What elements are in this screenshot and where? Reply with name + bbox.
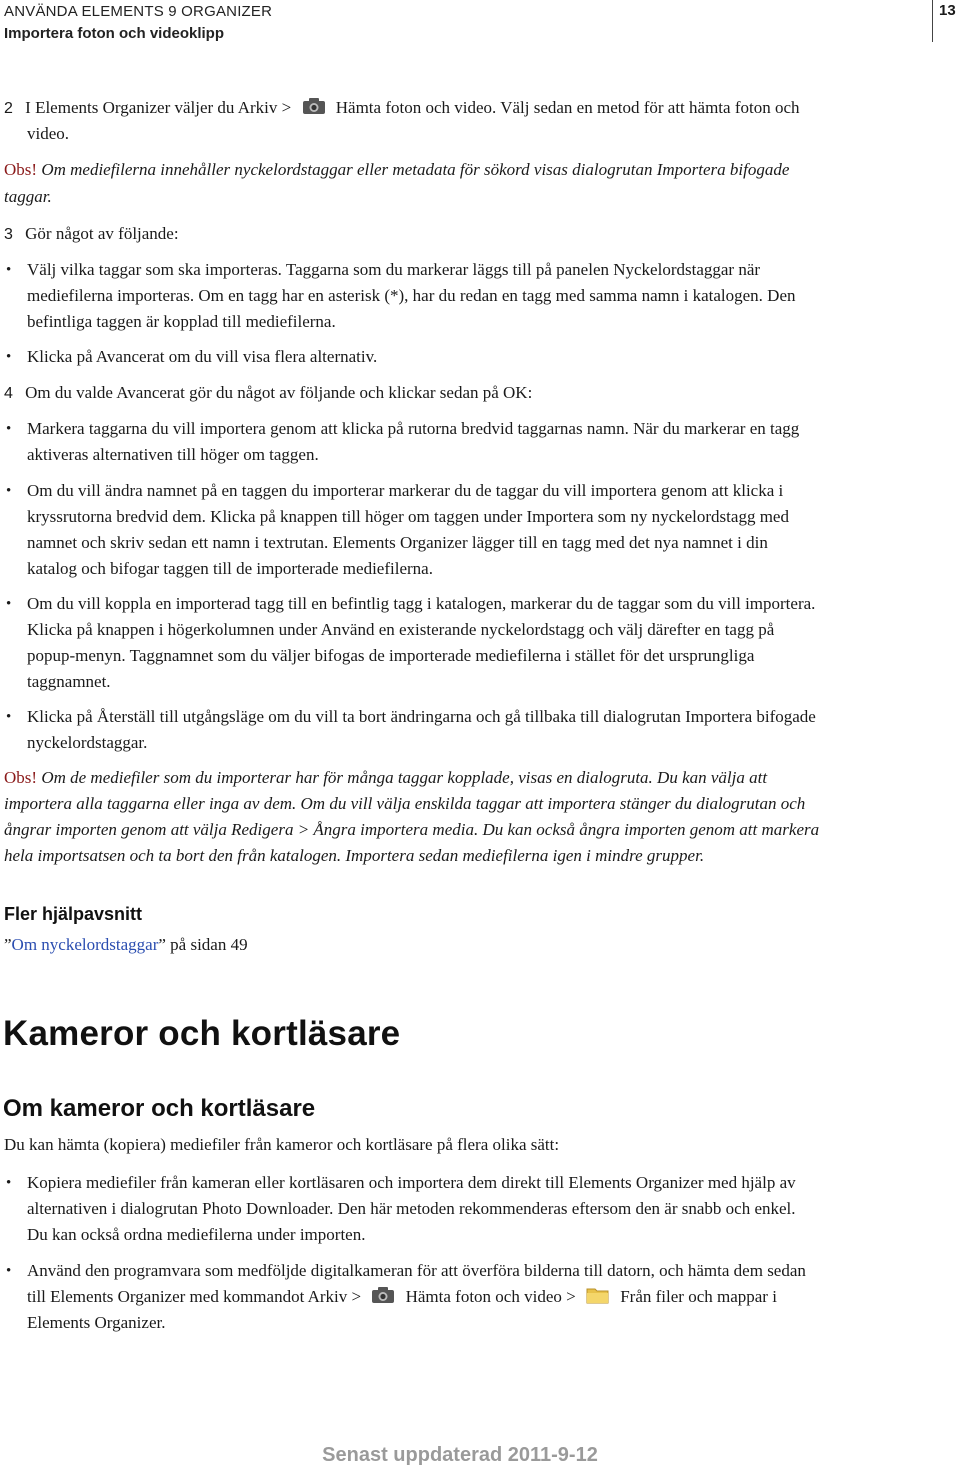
step-2	[4, 97, 800, 121]
step-4-bullet-2-line-3: namnet och skriv sedan ett namn i textrutan. Elements Organizer lägger till en tagg med det nya namnet i din	[27, 533, 768, 552]
note-2-line-1: Om de mediefiler som du importerar har för många taggar kopplade, visas en dialogruta. Du kan välja att	[37, 768, 768, 787]
more-help-suffix: på sidan 49	[165, 935, 248, 954]
bullet-icon: •	[6, 483, 12, 499]
section-bullet-2-text-b: Hämta foton och video >	[405, 1287, 576, 1306]
section-title: Kameror och kortläsare	[3, 1014, 401, 1053]
bullet-icon: •	[6, 262, 12, 278]
section-bullet-2-text-c: Från filer och mappar i	[620, 1287, 777, 1306]
quote-close: ”	[158, 935, 166, 954]
step-2-text-a: I Elements Organizer väljer du Arkiv >	[25, 98, 292, 117]
link-om-nyckelordstaggar[interactable]: Om nyckelordstaggar	[11, 935, 159, 954]
bullet-icon: •	[6, 1175, 12, 1191]
bullet-icon: •	[6, 709, 12, 725]
section-bullet-1-line-2: alternativen i dialogrutan Photo Downloader. Den här metoden rekommenderas eftersom den är snabb och enkel.	[27, 1199, 796, 1218]
camera-icon	[302, 97, 326, 121]
folder-icon	[586, 1286, 610, 1310]
bullet-icon: •	[6, 1263, 12, 1279]
note-1-line-2: taggar.	[4, 187, 52, 206]
page-number: 13	[932, 0, 960, 42]
section-bullet-2-line-1: Använd den programvara som medföljde digitalkameran för att överföra bilderna till datorn, och hämta dem sedan	[27, 1261, 806, 1280]
bullet-icon: •	[6, 596, 12, 612]
note-1	[4, 159, 789, 181]
footer-updated: Senast uppdaterad 2011-9-12	[322, 1444, 598, 1466]
quote-open: ”	[4, 935, 12, 954]
note-label: Obs!	[4, 768, 38, 787]
step-4-bullet-2-line-1: Om du vill ändra namnet på en taggen du importerar markerar du de taggar du vill importera genom att klicka i	[27, 481, 784, 500]
section-bullet-2-line-3: Elements Organizer.	[27, 1313, 166, 1332]
step-number: 2	[4, 100, 13, 117]
step-4-bullet-4-line-2: nyckelordstaggar.	[27, 733, 148, 752]
step-4-bullet-2-line-4: katalog och bifogar taggen till de importerade mediefilerna.	[27, 559, 433, 578]
step-3-text: Gör något av följande:	[25, 224, 179, 243]
step-number: 3	[4, 226, 13, 243]
note-2-line-2: importera alla taggarna eller inga av dem. Om du vill välja enskilda taggar att importera stänger du dialogrutan och	[4, 794, 806, 813]
note-label: Obs!	[4, 160, 38, 179]
bullet-icon: •	[6, 349, 12, 365]
more-help-link-line	[4, 934, 248, 956]
step-4-text: Om du valde Avancerat gör du något av följande och klickar sedan på OK:	[25, 383, 533, 402]
step-2-line-2: video.	[27, 124, 70, 143]
step-4-bullet-3-line-4: taggnamnet.	[27, 672, 111, 691]
step-4-bullet-3-line-1: Om du vill koppla en importerad tagg till en befintlig tagg i katalogen, markerar du de taggar som du vill importera.	[27, 594, 816, 613]
step-3-bullet-1-line-1: Välj vilka taggar som ska importeras. Taggarna som du markerar läggs till på panelen Nyckelordstaggar när	[27, 260, 761, 279]
header-title: ANVÄNDA ELEMENTS 9 ORGANIZER	[4, 3, 273, 20]
running-header	[4, 3, 272, 43]
note-2-line-3: ångrar importen genom att välja Redigera > Ångra importera media. Du kan också ångra importen genom att markera	[4, 820, 820, 839]
step-2-text-b: Hämta foton och video. Välj sedan en metod för att hämta foton och	[335, 98, 800, 117]
step-4-bullet-1-line-2: aktiveras alternativen till höger om taggen.	[27, 445, 319, 464]
camera-icon	[371, 1286, 395, 1310]
step-4-bullet-4-line-1: Klicka på Återställ till utgångsläge om du vill ta bort ändringarna och gå tillbaka till dialogrutan Importera bifogade	[27, 707, 816, 726]
section-subtitle: Om kameror och kortläsare	[3, 1095, 316, 1122]
step-3-bullet-1-line-3: befintliga taggen är kopplad till mediefilerna.	[27, 312, 336, 331]
section-bullet-2-text-a: till Elements Organizer med kommandot Arkiv >	[27, 1287, 362, 1306]
step-number: 4	[4, 385, 13, 402]
step-4	[4, 382, 532, 405]
note-2-line-4: hela importsatsen och ta bort den från katalogen. Importera sedan mediefilerna igen i mindre grupper.	[4, 846, 705, 865]
step-3-bullet-1-line-2: mediefilerna importeras. Om en tagg har en asterisk (*), har du redan en tagg med samma namn i katalogen. Den	[27, 286, 796, 305]
step-4-bullet-2-line-2: kryssrutorna bredvid dem. Klicka på knappen till höger om taggen under Importera som ny nyckelordstagg med	[27, 507, 789, 526]
step-3	[4, 223, 179, 246]
note-1-line-1: Om mediefilerna innehåller nyckelordstaggar eller metadata för sökord visas dialogrutan Importera bifogade	[37, 160, 790, 179]
step-4-bullet-1-line-1: Markera taggarna du vill importera genom att klicka på rutorna bredvid taggarnas namn. När du markerar en tagg	[27, 419, 800, 438]
bullet-icon: •	[6, 421, 12, 437]
step-4-bullet-3-line-3: popup-menyn. Taggnamnet som du väljer bifogas de importerade mediefilerna i stället för det ursprungliga	[27, 646, 755, 665]
step-3-bullet-2-line-1: Klicka på Avancerat om du vill visa flera alternativ.	[27, 347, 378, 366]
more-help-heading: Fler hjälpavsnitt	[4, 904, 143, 924]
section-bullet-1-line-3: Du kan också ordna mediefilerna under importen.	[27, 1225, 366, 1244]
note-2	[4, 767, 767, 789]
section-intro: Du kan hämta (kopiera) mediefiler från kameror och kortläsare på flera olika sätt:	[4, 1135, 560, 1154]
section-bullet-1-line-1: Kopiera mediefiler från kameran eller kortläsaren och importera dem direkt till Elements Organizer med hjälp av	[27, 1173, 796, 1192]
header-subtitle: Importera foton och videoklipp	[4, 25, 225, 42]
step-4-bullet-3-line-2: Klicka på knappen i högerkolumnen under Använd en existerande nyckelordstagg och välj därefter en tagg på	[27, 620, 775, 639]
section-bullet-2-line-2	[27, 1286, 777, 1310]
